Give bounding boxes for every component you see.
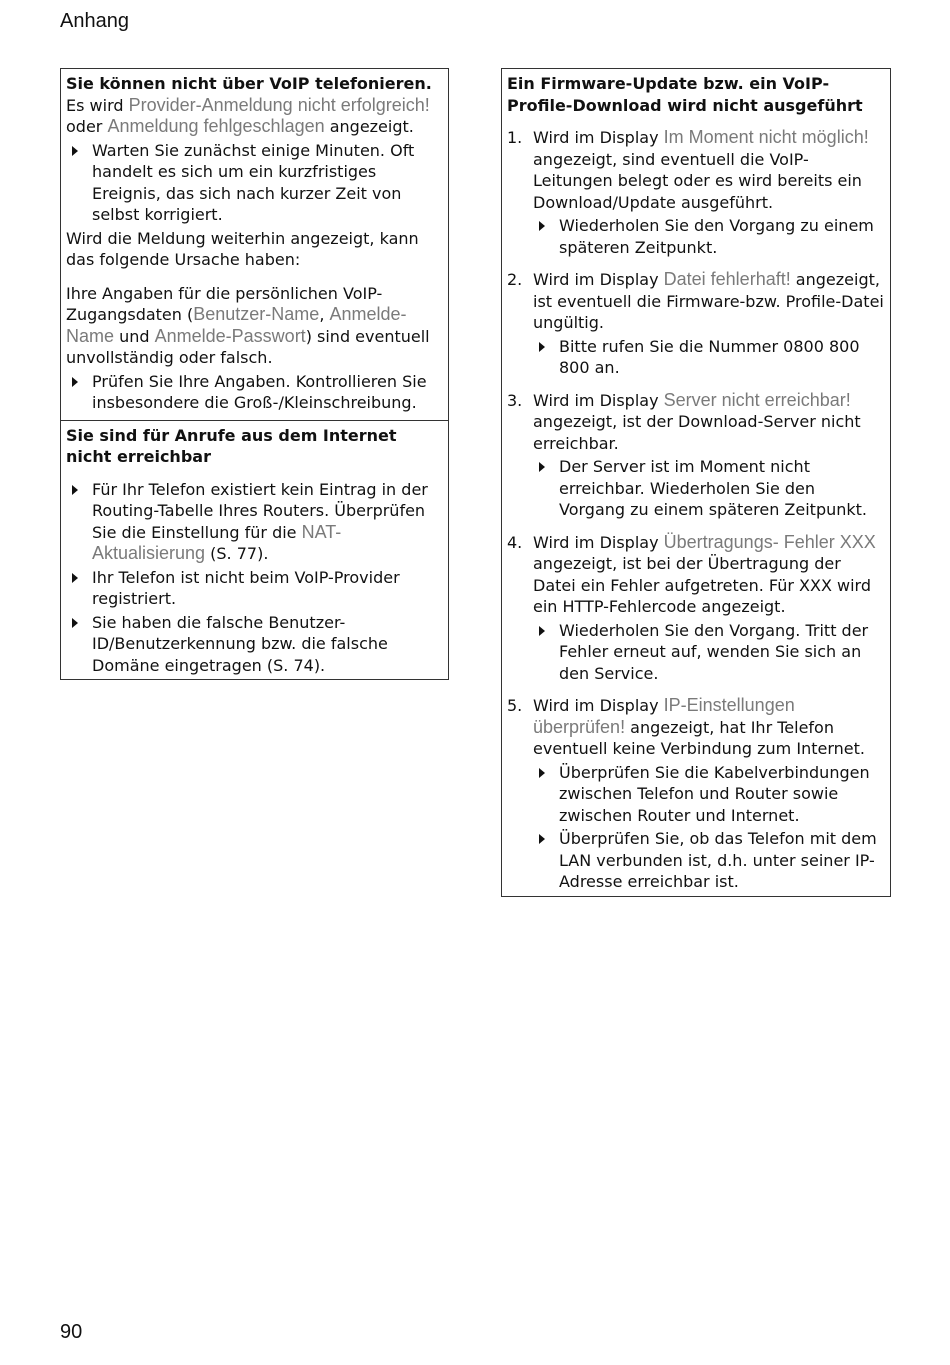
paragraph: Wird die Meldung weiterhin angezeigt, kann das folgende Ursache haben:: [66, 228, 419, 269]
firmware-update-section: [502, 69, 890, 899]
bullet-arrow-icon: [72, 618, 78, 628]
bullet-arrow-icon: [539, 626, 545, 636]
numbered-item: 4. Wird im Display Übertragungs- Fehler XXX angezeigt, ist bei der Übertragung der Datei ein Fehler aufgetreten. Für XXX wird ein HTTP-Fehlercode angezeigt. Wiederholen Sie den Vorgang. Tritt der Fehler erneut auf, wenden Sie sich an den Service.: [507, 532, 886, 685]
display-message: Anmelde-Passwort: [154, 325, 306, 346]
numbered-item: 1. Wird im Display Im Moment nicht möglich! angezeigt, sind eventuell die VoIP-Leitungen belegt oder es wird bereits ein Download/Update ausgeführt. Wiederholen Sie den Vorgang zu einem späteren Zeitpunkt.: [507, 127, 886, 258]
not-reachable-section: [61, 420, 448, 683]
display-message: Server nicht erreichbar!: [663, 389, 851, 410]
display-message: Benutzer-Name: [193, 304, 320, 324]
display-message: Provider-Anmeldung nicht erfolgreich!: [128, 94, 430, 115]
bullet-arrow-icon: [72, 146, 78, 156]
bullet-item: Überprüfen Sie, ob das Telefon mit dem LAN verbunden ist, d.h. unter seiner IP-Adresse erreichbar ist.: [533, 828, 886, 893]
numbered-item: 2. Wird im Display Datei fehlerhaft! angezeigt, ist eventuell die Firmware-bzw. Profile-Datei ungültig. Bitte rufen Sie die Nummer 0800 800 800 an.: [507, 269, 886, 379]
voip-call-problem-intro: Sie können nicht über VoIP telefonieren. Es wird Provider-Anmeldung nicht erfolgreich! oder Anmeldung fehlgeschlagen angezeigt.: [66, 74, 432, 136]
numbered-item: 3. Wird im Display Server nicht erreichbar! angezeigt, ist der Download-Server nicht erreichbar. Der Server ist im Moment nicht erreichbar. Wiederholen Sie den Vorgang zu einem späteren Zeitpunkt.: [507, 390, 886, 521]
display-message: IP-Einstellungen überprüfen!: [533, 695, 795, 737]
bullet-arrow-icon: [539, 342, 545, 352]
item-number: 3.: [507, 390, 523, 410]
item-number: 2.: [507, 270, 523, 289]
bullet-item: Sie haben die falsche Benutzer-ID/Benutzerkennung bzw. die falsche Domäne eingetragen (S. 74).: [66, 612, 444, 677]
section-heading: Sie können nicht über VoIP telefonieren.: [66, 74, 432, 93]
display-message: NAT-Aktualisierung: [92, 521, 342, 563]
display-message: Anmeldung fehlgeschlagen: [107, 116, 325, 136]
bullet-arrow-icon: [539, 768, 545, 778]
left-troubleshooting-box: [60, 68, 449, 680]
section-heading: Sie sind für Anrufe aus dem Internet nicht erreichbar: [66, 425, 397, 466]
bullet-item: Der Server ist im Moment nicht erreichbar. Wiederholen Sie den Vorgang zu einem späteren Zeitpunkt.: [533, 456, 886, 521]
bullet-arrow-icon: [72, 573, 78, 583]
item-number: 1.: [507, 128, 523, 147]
bullet-item: Bitte rufen Sie die Nummer 0800 800 800 an.: [533, 336, 886, 379]
display-message: Im Moment nicht möglich!: [663, 127, 869, 147]
numbered-item: 5. Wird im Display IP-Einstellungen überprüfen! angezeigt, hat Ihr Telefon eventuell keine Verbindung zum Internet. Überprüfen Sie die Kabelverbindungen zwischen Telefon und Router sowie zwischen Router und Internet. Überprüfen Sie, ob das Telefon mit dem LAN verbunden ist, d.h. unter seiner IP-Adresse erreichbar ist.: [507, 695, 886, 893]
bullet-arrow-icon: [72, 485, 78, 495]
bullet-item: Warten Sie zunächst einige Minuten. Oft handelt es sich um ein kurzfristiges Ereignis, das sich nach kurzer Zeit von selbst korrigiert.: [66, 140, 444, 226]
display-message: Anmelde-Name: [66, 304, 407, 346]
bullet-item: Überprüfen Sie die Kabelverbindungen zwischen Telefon und Router sowie zwischen Router und Internet.: [533, 762, 886, 827]
display-message: Datei fehlerhaft!: [663, 269, 791, 289]
bullet-item: Für Ihr Telefon existiert kein Eintrag in der Routing-Tabelle Ihres Routers. Überprüfen Sie die Einstellung für die NAT-Aktualisierung (S. 77).: [66, 479, 444, 565]
bullet-item: Prüfen Sie Ihre Angaben. Kontrollieren Sie insbesondere die Groß-/Kleinschreibung.: [66, 371, 444, 414]
bullet-item: Wiederholen Sie den Vorgang. Tritt der Fehler erneut auf, wenden Sie sich an den Service.: [533, 620, 886, 685]
voip-call-problem-section: [61, 69, 448, 420]
bullet-item: Ihr Telefon ist nicht beim VoIP-Provider registriert.: [66, 567, 444, 610]
display-message: Übertragungs- Fehler XXX: [663, 531, 876, 552]
page-number: 90: [60, 1321, 83, 1343]
section-heading: Ein Firmware-Update bzw. ein VoIP-Profile-Download wird nicht ausgeführt: [507, 74, 863, 115]
item-number: 4.: [507, 532, 523, 552]
item-number: 5.: [507, 696, 523, 715]
bullet-item: Wiederholen Sie den Vorgang zu einem späteren Zeitpunkt.: [533, 215, 886, 258]
paragraph: Ihre Angaben für die persönlichen VoIP-Zugangsdaten (Benutzer-Name, Anmelde-Name und Anmelde-Passwort) sind eventuell unvollständig oder falsch.: [66, 283, 430, 367]
bullet-arrow-icon: [539, 462, 545, 472]
bullet-arrow-icon: [539, 221, 545, 231]
bullet-arrow-icon: [539, 834, 545, 844]
right-troubleshooting-box: [501, 68, 891, 897]
bullet-arrow-icon: [72, 377, 78, 387]
page-header: Anhang: [60, 10, 129, 32]
